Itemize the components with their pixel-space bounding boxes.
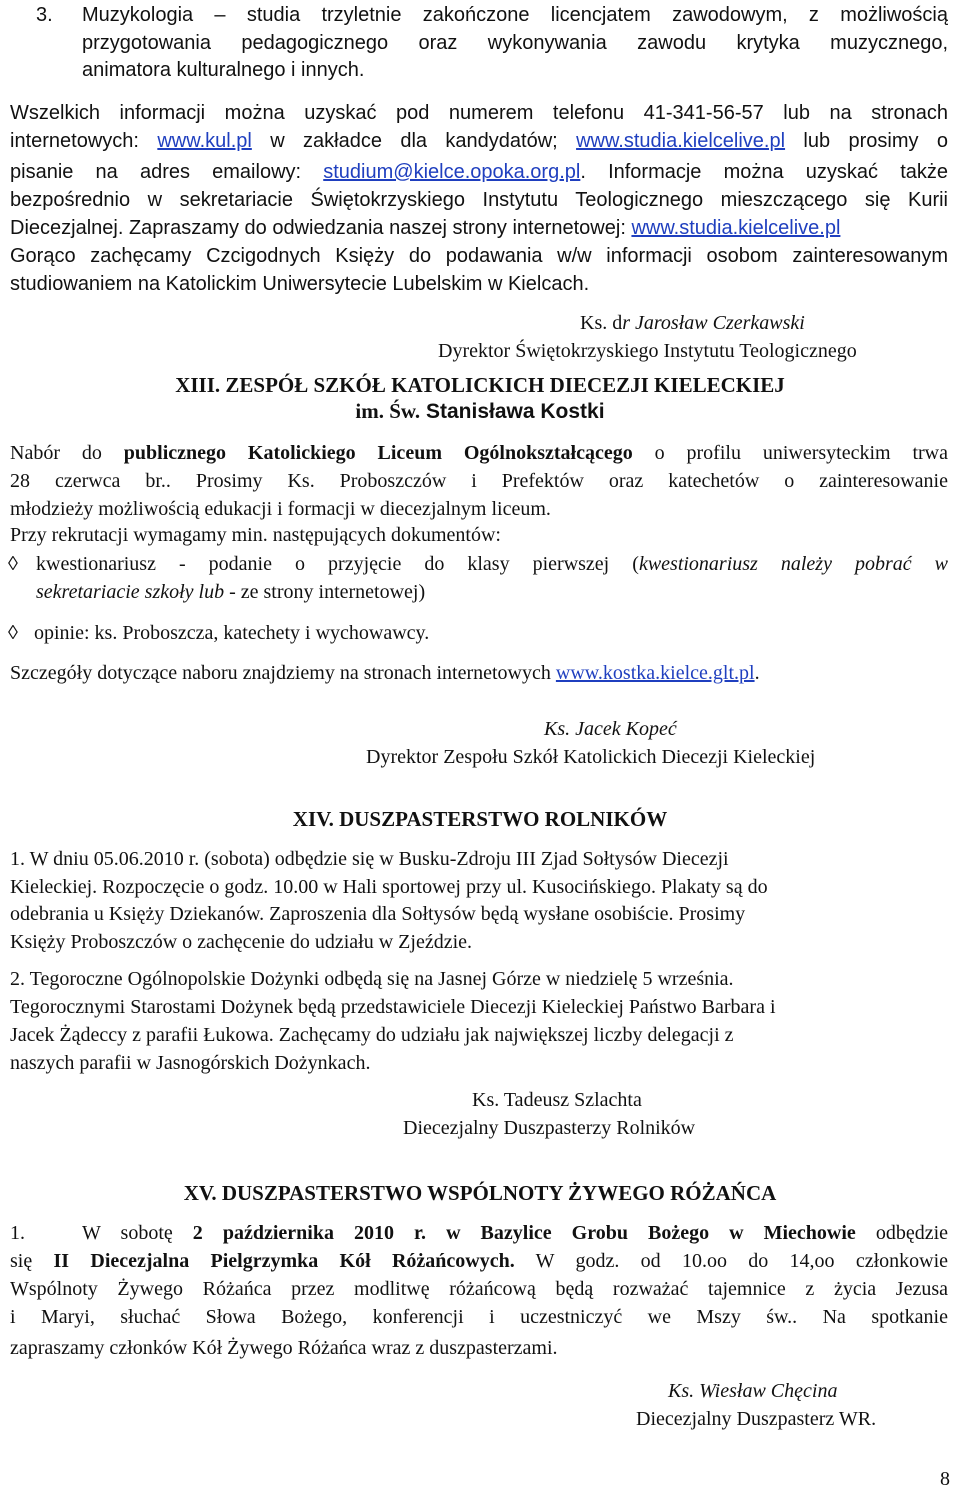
link-studia-2[interactable]: www.studia.kielcelive.pl [631, 217, 841, 239]
info-text: internetowych: [10, 130, 158, 152]
paragraph-text: Nabór do [10, 442, 124, 464]
heading-part: Stanisława Kostki [420, 400, 605, 423]
bullet-text: kwestionariusz - podanie o przyjęcie do klasy pierwszej ( [36, 553, 639, 575]
sec15-line-3: Wspólnoty Żywego Różańca przez modlitwę różańcową będą rozważać tajemnice z życia Jezusa [10, 1278, 948, 1300]
sec15-line-5: zapraszamy członków Kół Żywego Różańca wraz z duszpasterzami. [10, 1337, 558, 1359]
bullet-italic: kwestionariusz należy pobrać w [638, 553, 949, 575]
signature-role: Dyrektor Świętokrzyskiego Instytutu Teologicznego [438, 340, 857, 362]
sec13-line-5 [10, 660, 760, 686]
info-text: lub prosimy o [785, 130, 949, 152]
bullet-item-1 [36, 551, 948, 577]
paragraph-text: odbędzie [855, 1222, 949, 1244]
paragraph-text: się [10, 1250, 54, 1272]
sec15-line-2 [10, 1248, 948, 1274]
sec15-line-4: i Maryi, słuchać Słowa Bożego, konferencji i uczestniczyć we Mszy św.. Na spotkanie [10, 1306, 948, 1328]
sec15-line-1 [82, 1220, 948, 1246]
info-line-3 [10, 159, 948, 185]
bullet-diamond-icon: ◊ [8, 553, 18, 575]
sec14-line-8: naszych parafii w Jasnogórskich Dożynkach. [10, 1052, 371, 1074]
paragraph-text: Szczegóły dotyczące naboru znajdziemy na stronach internetowych [10, 662, 556, 684]
paragraph-text: . [754, 662, 760, 684]
sec14-line-7: Jacek Żądeccy z parafii Łukowa. Zachęcamy do udziału jak największej liczby delegacji z [10, 1024, 734, 1046]
link-kostka[interactable]: www.kostka.kielce.glt.pl [555, 662, 755, 684]
paragraph-text [426, 1222, 446, 1244]
heading-part: im. Św. [355, 399, 421, 423]
list-number: 3. [36, 4, 53, 26]
info-text: Diecezjalnej. Zapraszamy do odwiedzania naszej strony internetowej: [10, 217, 632, 239]
info-text: w zakładce dla kandydatów; [251, 130, 577, 152]
sec14-line-4: Księży Proboszczów o zachęcenie do udziału w Zjeździe. [10, 931, 473, 953]
sec13-line-2: 28 czerwca br.. Prosimy Ks. Proboszczów i Prefektów oraz katechetów o zainteresowanie [10, 470, 948, 492]
section-heading: XIV. DUSZPASTERSTWO ROLNIKÓW [292, 807, 668, 831]
sec13-line-4: Przy rekrutacji wymagamy min. następujących dokumentów: [10, 524, 501, 546]
section-subheading [0, 398, 960, 425]
sec13-line-1 [10, 440, 948, 466]
info-text: pisanie na adres emailowy: [10, 161, 324, 183]
muzykologia-line-3: animatora kulturalnego i innych. [82, 59, 365, 81]
signature-prefix: Ks. d [580, 312, 623, 334]
signature-role: Diecezjalny Duszpasterzy Rolników [403, 1117, 696, 1139]
sec14-line-1: 1. W dniu 05.06.2010 r. (sobota) odbędzie się w Busku-Zdroju III Zjad Sołtysów Diecezji [10, 848, 729, 870]
paragraph-bold: w Bazylice Grobu Bożego w Miechowie [446, 1222, 856, 1244]
sec14-line-5: 2. Tegoroczne Ogólnopolskie Dożynki odbędą się na Jasnej Górze w niedzielę 5 września. [10, 968, 734, 990]
link-email[interactable]: studium@kielce.opoka.org.pl [323, 161, 581, 183]
signature-name: Ks. Wiesław Chęcina [668, 1380, 838, 1402]
link-studia[interactable]: www.studia.kielcelive.pl [576, 130, 786, 152]
info-line-4: bezpośrednio w sekretariacie Świętokrzyskiego Instytutu Teologicznego mieszczącego się Kurii [10, 189, 948, 211]
paragraph-bold: publicznego Katolickiego Liceum Ogólnokształcącego [123, 442, 633, 464]
info-line-5 [10, 215, 840, 241]
info-line-1: Wszelkich informacji można uzyskać pod numerem telefonu 41-341-56-57 lub na stronach [10, 102, 948, 124]
section-heading: XIII. ZESPÓŁ SZKÓŁ KATOLICKICH DIECEZJI KIELECKIEJ [175, 373, 785, 397]
info-line-2 [10, 128, 948, 154]
page-number: 8 [940, 1468, 950, 1490]
muzykologia-line-2: przygotowania pedagogicznego oraz wykonywania zawodu krytyka muzycznego, [82, 32, 948, 54]
sec14-line-3: odebrania u Księży Dziekanów. Zaproszenia dla Sołtysów będą wysłane osobiście. Prosimy [10, 903, 746, 925]
bullet-italic: sekretariacie szkoły lub [36, 581, 225, 603]
bullet-text: - ze strony internetowej) [224, 581, 426, 603]
signature-name: Ks. Tadeusz Szlachta [472, 1089, 642, 1111]
signature-surname: r Jarosław Czerkawski [622, 312, 805, 334]
section-heading: XV. DUSZPASTERSTWO WSPÓLNOTY ŻYWEGO RÓŻAŃCA [183, 1181, 777, 1205]
signature-name: Ks. Jacek Kopeć [544, 718, 677, 740]
muzykologia-line-1: Muzykologia – studia trzyletnie zakończone licencjatem zawodowym, z możliwością [82, 4, 948, 26]
paragraph-text: W sobotę [82, 1222, 193, 1244]
info-text: . Informacje można uzyskać także [580, 161, 949, 183]
signature-role: Diecezjalny Duszpasterz WR. [636, 1408, 877, 1430]
paragraph-bold: 2 października 2010 r. [192, 1222, 427, 1244]
sec14-line-2: Kieleckiej. Rozpoczęcie o godz. 10.00 w Hali sportowej przy ul. Kusocińskiego. Plakaty są do [10, 876, 768, 898]
info-line-6: Gorąco zachęcamy Czcigodnych Księży do podawania w/w informacji osobom zainteresowanym [10, 245, 948, 267]
bullet-item-1-cont [36, 579, 425, 605]
list-number: 1. [10, 1222, 25, 1244]
paragraph-text: W godz. od 10.oo do 14,oo członkowie [514, 1250, 949, 1272]
info-line-7: studiowaniem na Katolickim Uniwersytecie Lubelskim w Kielcach. [10, 273, 590, 295]
bullet-item-2: opinie: ks. Proboszcza, katechety i wychowawcy. [34, 622, 430, 644]
sec14-line-6: Tegorocznymi Starostami Dożynek będą przedstawiciele Diecezji Kieleckiej Państwo Barbara i [10, 996, 776, 1018]
paragraph-text: o profilu uniwersyteckim trwa [632, 442, 948, 464]
paragraph-bold: II Diecezjalna Pielgrzymka Kół Różańcowych. [53, 1250, 515, 1272]
link-kul[interactable]: www.kul.pl [157, 130, 252, 152]
bullet-diamond-icon: ◊ [8, 622, 18, 644]
signature-role: Dyrektor Zespołu Szkół Katolickich Diecezji Kieleckiej [366, 746, 816, 768]
signature-name [580, 310, 805, 336]
sec13-line-3: młodzieży możliwością edukacji i formacji w diecezjalnym liceum. [10, 498, 551, 520]
